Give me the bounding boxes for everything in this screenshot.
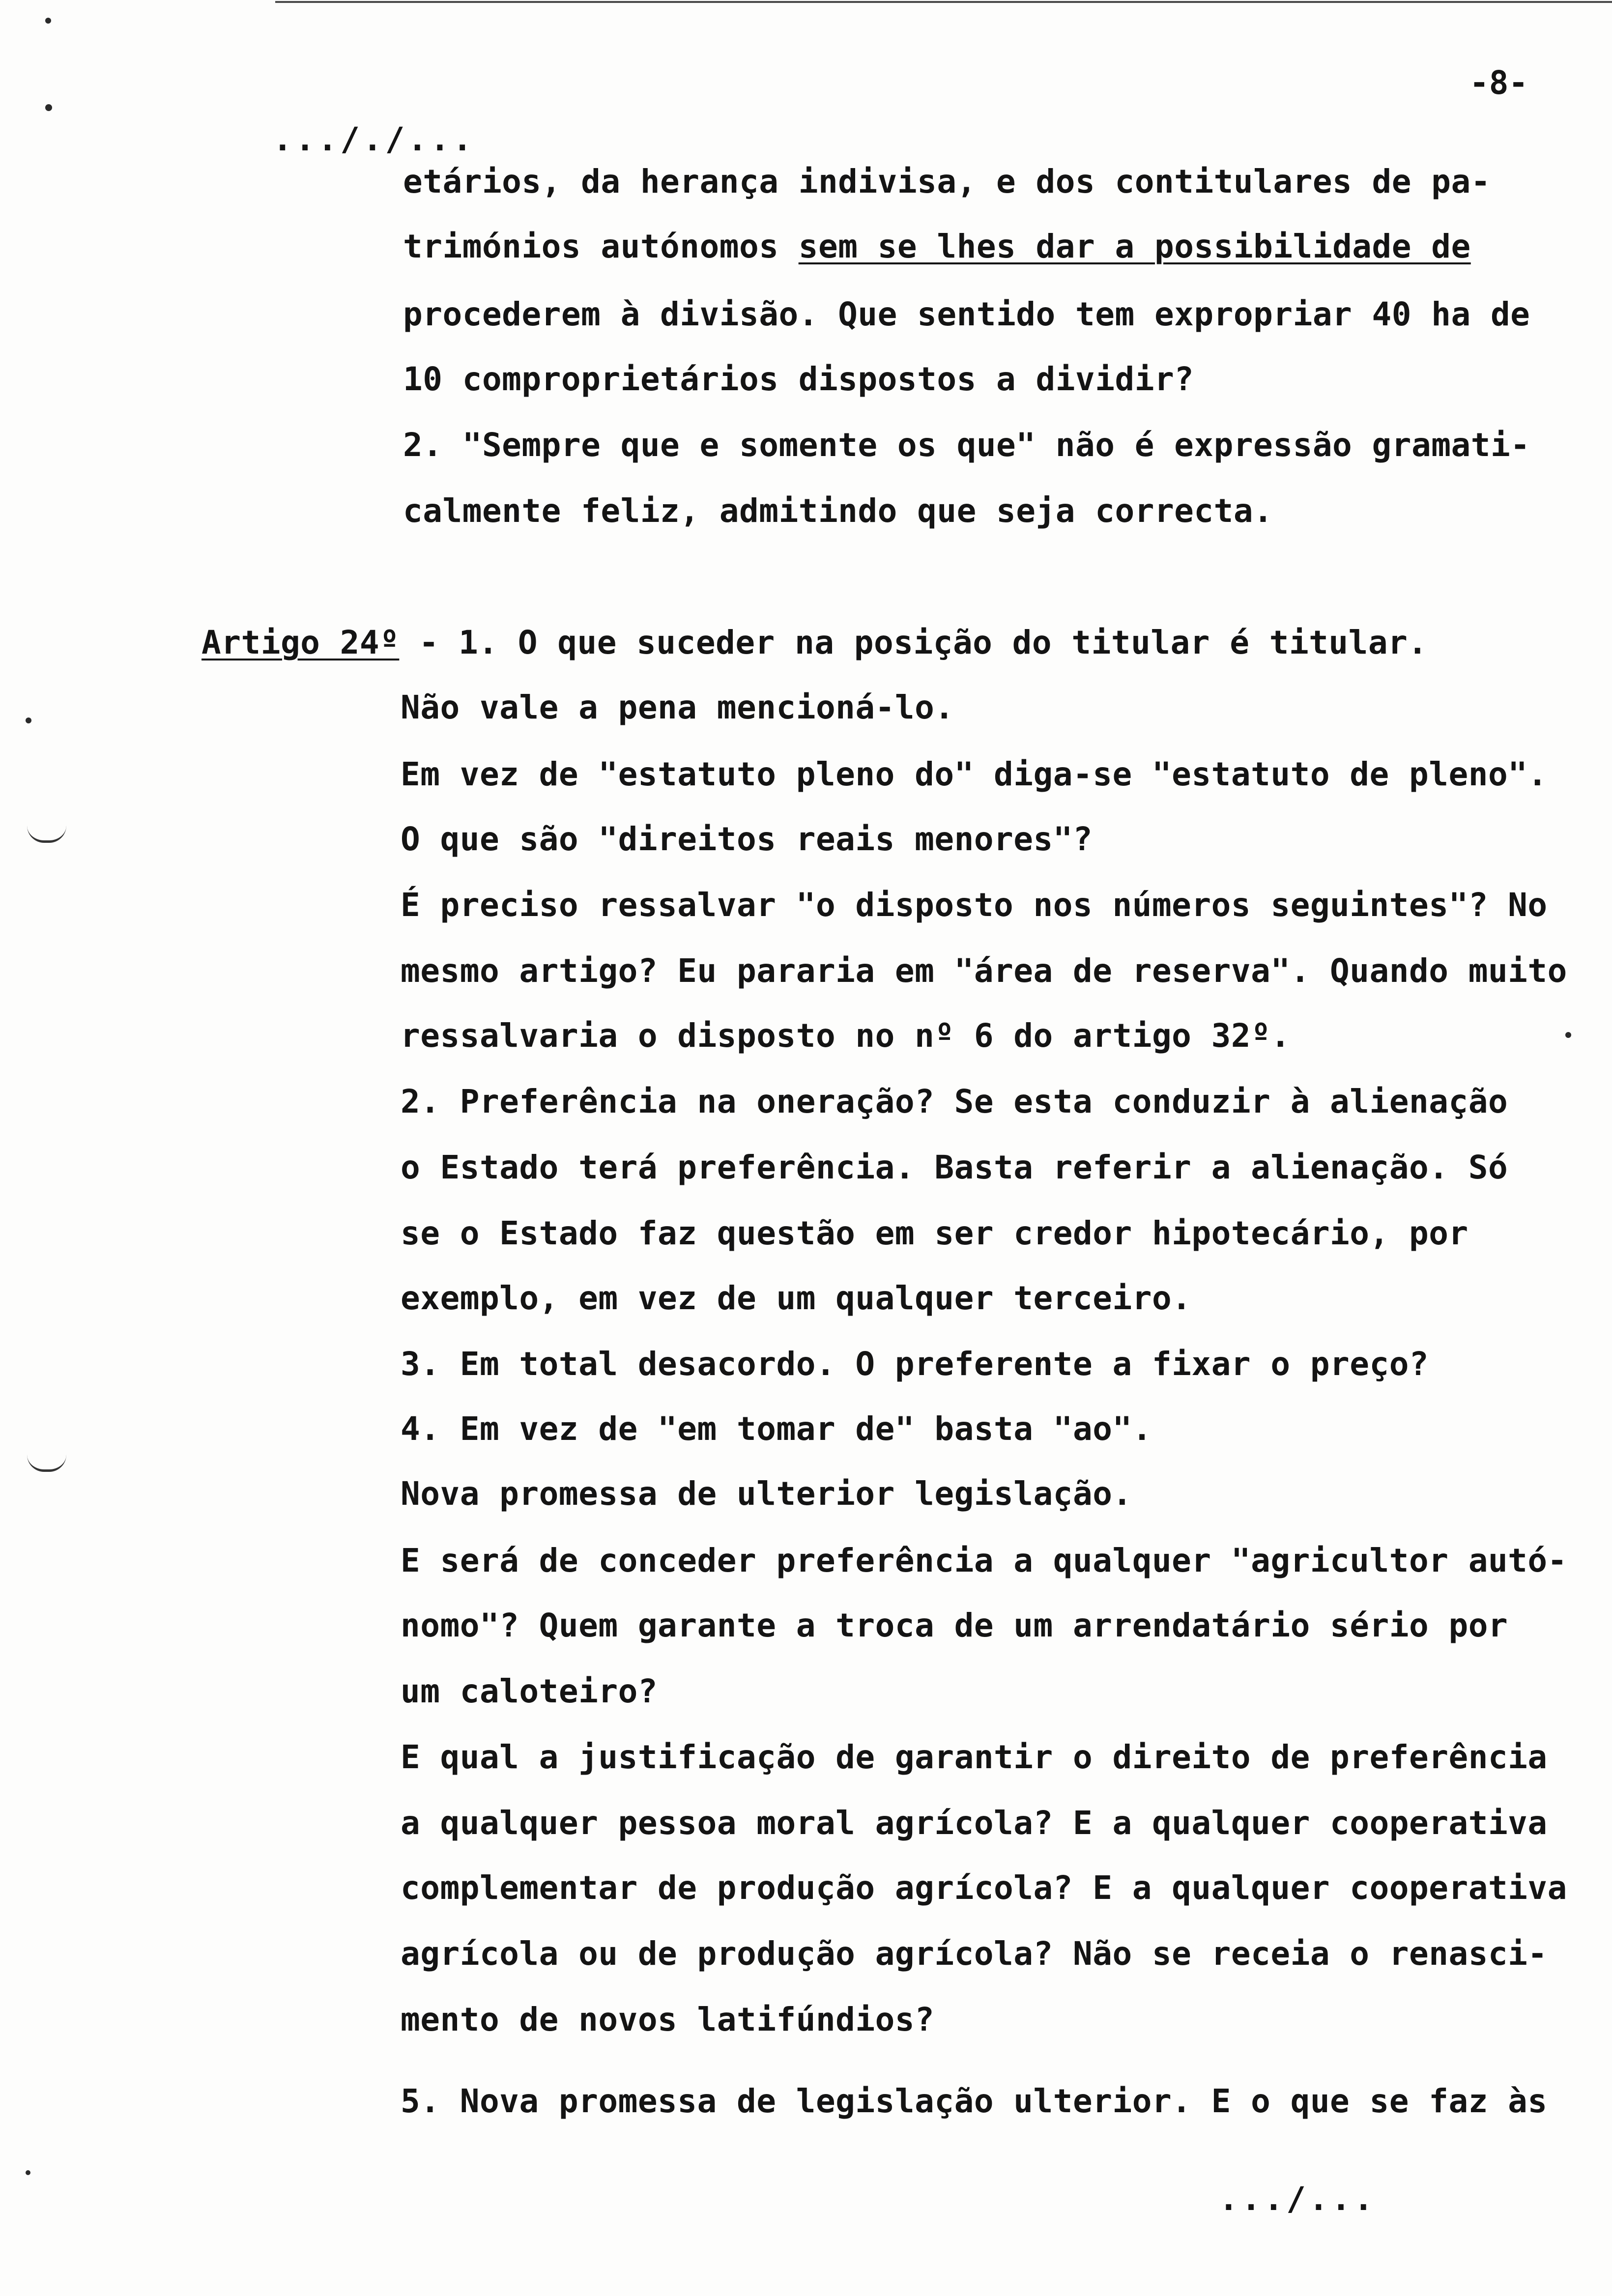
text-line: um caloteiro? — [401, 1672, 658, 1710]
text-line: 2. Preferência na oneração? Se esta conduzir à alienação — [401, 1083, 1508, 1120]
text-line: E será de conceder preferência a qualquer "agricultor autó- — [401, 1542, 1567, 1579]
punch-hole-shadow — [27, 826, 66, 843]
text-line: Não vale a pena mencioná-lo. — [401, 689, 954, 726]
text-line: 10 comproprietários dispostos a dividir? — [403, 360, 1194, 398]
text-line: Em vez de "estatuto pleno do" diga-se "estatuto de pleno". — [401, 755, 1548, 793]
text-line: O que são "direitos reais menores"? — [401, 820, 1093, 858]
continued-to-marker: .../... — [1219, 2180, 1377, 2218]
text-line: 4. Em vez de "em tomar de" basta "ao". — [401, 1410, 1152, 1448]
top-edge-rule — [275, 1, 1612, 3]
text-line: E qual a justificação de garantir o direito de preferência — [401, 1738, 1548, 1776]
text-line: 3. Em total desacordo. O preferente a fixar o preço? — [401, 1345, 1429, 1383]
scan-speck — [45, 18, 51, 24]
scan-speck — [26, 2170, 30, 2175]
text-line: a qualquer pessoa moral agrícola? E a qualquer cooperativa — [401, 1804, 1548, 1842]
text-line: etários, da herança indivisa, e dos contitulares de pa- — [403, 163, 1491, 201]
punch-hole-shadow — [27, 1455, 66, 1472]
article-heading: Artigo 24º — [202, 624, 400, 661]
scan-speck — [26, 718, 31, 723]
text-line: exemplo, em vez de um qualquer terceiro. — [401, 1279, 1192, 1317]
continued-from-marker: ..././... — [273, 120, 475, 158]
underlined-phrase: sem se lhes dar a possibilidade de — [798, 228, 1471, 265]
text-line: mesmo artigo? Eu pararia em "área de reserva". Quando muito — [401, 952, 1567, 990]
text-segment: trimónios autónomos — [403, 228, 799, 265]
text-line: calmente feliz, admitindo que seja correcta. — [403, 492, 1273, 530]
text-line: agrícola ou de produção agrícola? Não se receia o renasci- — [401, 1935, 1548, 1973]
text-line: 2. "Sempre que e somente os que" não é expressão gramati- — [403, 426, 1530, 464]
text-line: mento de novos latifúndios? — [401, 2001, 935, 2038]
scan-speck — [1565, 1032, 1571, 1038]
page-number: -8- — [1469, 64, 1528, 102]
text-line: o Estado terá preferência. Basta referir a alienação. Só — [401, 1148, 1508, 1186]
text-line: se o Estado faz questão em ser credor hipotecário, por — [401, 1214, 1468, 1252]
text-line: 5. Nova promessa de legislação ulterior. E o que se faz às — [401, 2082, 1548, 2120]
text-line: nomo"? Quem garante a troca de um arrendatário sério por — [401, 1607, 1508, 1644]
article-heading-line — [202, 623, 1428, 662]
text-line: ressalvaria o disposto no nº 6 do artigo 32º. — [401, 1017, 1291, 1055]
article-first-sentence: - 1. O que suceder na posição do titular é titular. — [399, 624, 1428, 661]
text-line: procederem à divisão. Que sentido tem expropriar 40 ha de — [403, 295, 1530, 333]
text-line: complementar de produção agrícola? E a qualquer cooperativa — [401, 1869, 1567, 1907]
text-line — [403, 227, 1471, 266]
scan-speck — [45, 104, 52, 111]
text-line: É preciso ressalvar "o disposto nos números seguintes"? No — [401, 886, 1548, 924]
text-line: Nova promessa de ulterior legislação. — [401, 1475, 1132, 1513]
